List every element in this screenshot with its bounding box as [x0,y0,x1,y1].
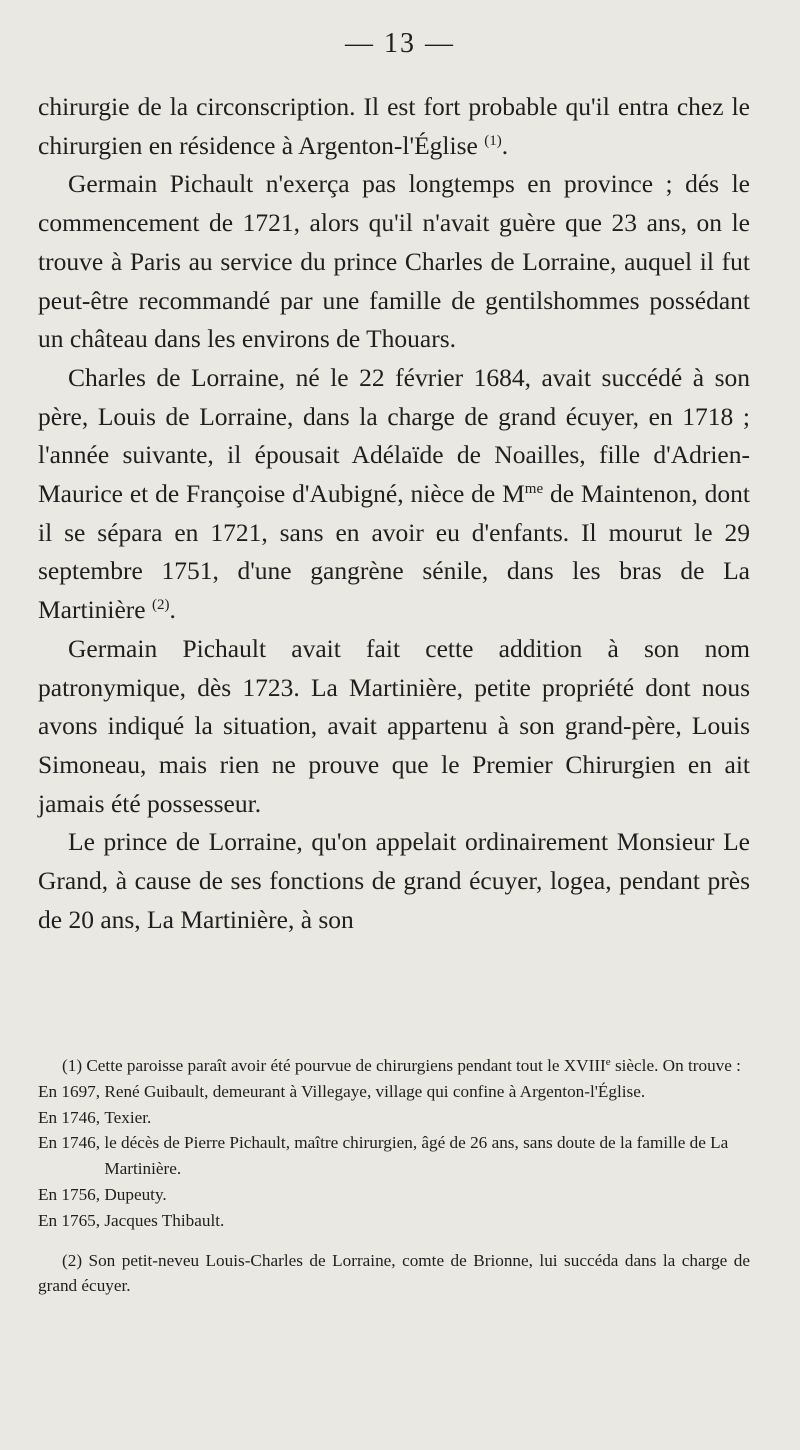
footnote-1-intro-end: siècle. On trouve : [610,1056,741,1075]
paragraph-3-text: Charles de Lorraine, né le 22 février 1684, avait succédé à son père, Louis de Lorraine, dans la charge de grand écuyer, en 1718 ; l'année suivante, il épousait Adélaïde de Noailles, fille d'Adrien-Maurice et de Françoise d'Aubigné, nièce de M [38,362,750,509]
entry-year: En 1746, [38,1107,105,1127]
page-number: — 13 — [345,28,455,59]
entry-text: René Guibault, demeurant à Villegaye, village qui confine à Argenton-l'Église. [104,1081,646,1101]
entry-year: En 1765, [38,1210,105,1230]
entry-text: Jacques Thibault. [104,1210,225,1230]
footnote-2: (2) Son petit-neveu Louis-Charles de Lorraine, comte de Brionne, lui succéda dans la charge de grand écuyer. [38,1250,750,1296]
footnote-1-intro [38,1053,750,1079]
footnote-gap [38,1234,750,1248]
entry-text: Dupeuty. [104,1184,167,1204]
footnote-ref-1: (1) [484,132,502,149]
main-text [38,88,750,939]
footnote-1-intro-text: (1) Cette paroisse paraît avoir été pourvue de chirurgiens pendant tout le XVIII [62,1056,606,1075]
footnote-entry [38,1182,750,1208]
footnote-entry [38,1079,750,1105]
paragraph-5: Le prince de Lorraine, qu'on appelait ordinairement Monsieur Le Grand, à cause de ses fonctions de grand écuyer, logea, pendant près de 20 ans, La Martinière, à son [38,827,750,934]
entry-year: En 1697, [38,1081,105,1101]
paragraph-2: Germain Pichault n'exerça pas longtemps en province ; dés le commencement de 1721, alors qu'il n'avait guère que 23 ans, on le trouve à Paris au service du prince Charles de Lorraine, auquel il fut peut-être recommandé par une famille de gentilshommes possédant un château dans les environs de Thouars. [38,169,750,354]
footnote-entry [38,1208,750,1234]
abbrev-superscript: me [524,481,544,498]
footnote-ref-2: (2) [152,597,170,614]
footnotes [38,1053,750,1299]
century-superscript: e [605,1056,611,1068]
paragraph-1-text: chirurgie de la circonscription. Il est fort probable qu'il entra chez le chirurgien en résidence à Argenton-l'Église [38,92,750,160]
paragraph-3: Charles de Lorraine, né le 22 février 1684, avait succédé à son père, Louis de Lorraine, dans la charge de grand écuyer, en 1718 ; l'année suivante, il épousait Adélaïde de Noailles, fille d'Adrien-Maurice et de Françoise d'Aubigné, nièce de $M^{me}$ de Maintenon, dont il se sépara en 1721, sans en avoir eu d'enfants. Il mourut le 29 septembre 1751, d'une gangrène sénile, dans les bras de La Martinière $^{(2)}$. [38,362,750,625]
paragraph-3-rest: de Maintenon, dont il se sépara en 1721, sans en avoir eu d'enfants. Il mourut le 29 septembre 1751, d'une gangrène sénile, dans les bras de La Martinière [38,479,750,625]
entry-text: le décès de Pierre Pichault, maître chirurgien, âgé de 26 ans, sans doute de la famille de La Martinière. [104,1133,729,1179]
entry-year: En 1756, [38,1184,105,1204]
footnote-entry [38,1105,750,1131]
paragraph-4: Germain Pichault avait fait cette addition à son nom patronymique, dès 1723. La Martinière, petite propriété dont nous avons indiqué la situation, avait appartenu à son grand-père, Louis Simoneau, mais rien ne prouve que le Premier Chirurgien en ait jamais été possesseur. [38,633,750,818]
paragraph-1: chirurgie de la circonscription. Il est fort probable qu'il entra chez le chirurgien en résidence à Argenton-l'Église $^{(1)}$. [38,92,750,160]
entry-text: Texier. [104,1107,152,1127]
entry-year: En 1746, [38,1133,105,1153]
footnote-entry [38,1130,750,1182]
